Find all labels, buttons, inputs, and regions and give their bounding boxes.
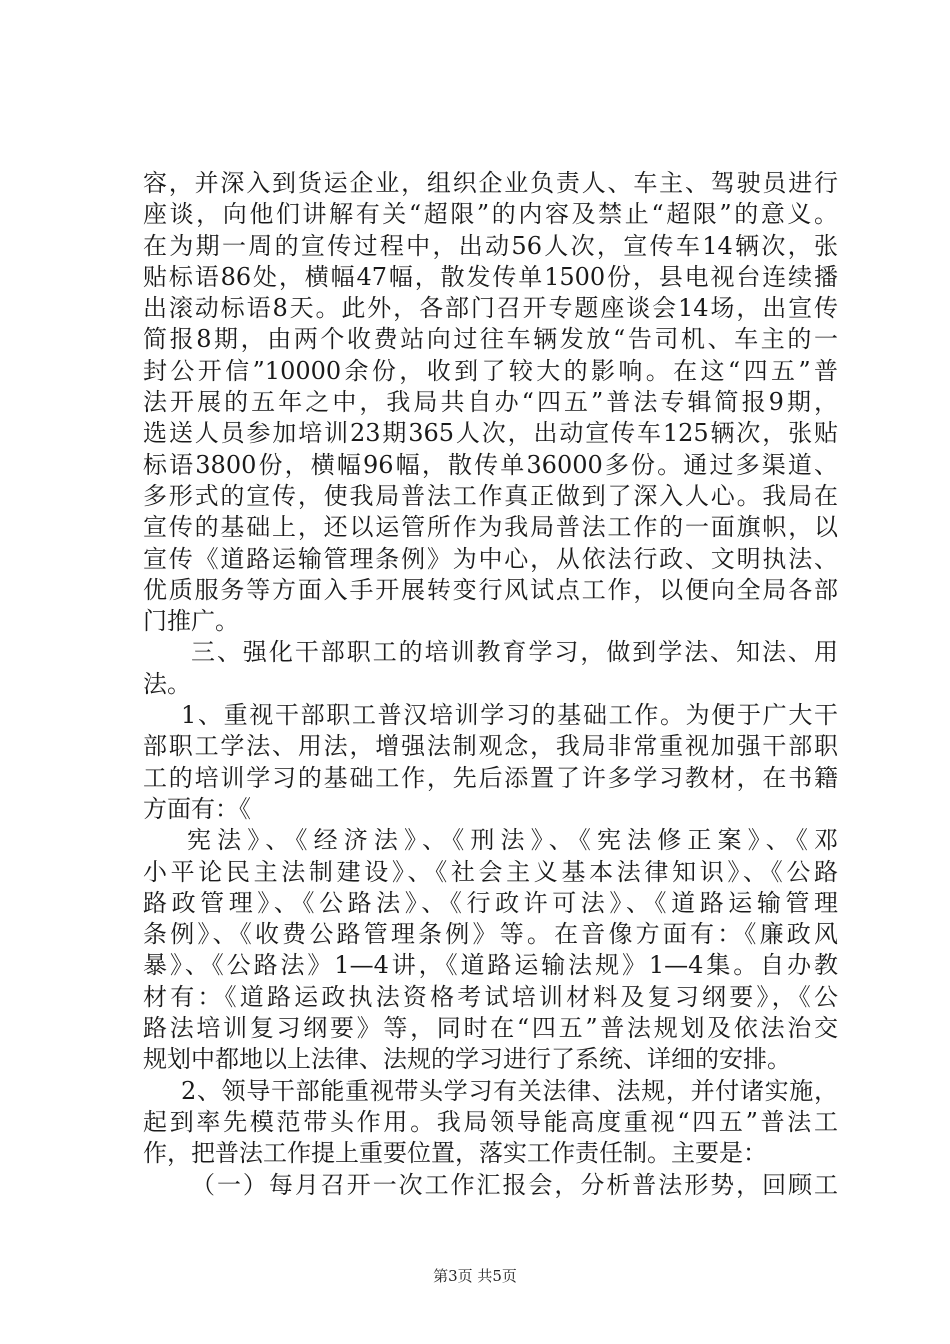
section-heading: 三、强化干部职工的培训教育学习，做到学法、知法、用 xyxy=(191,638,838,667)
section-heading-continued: 法。 xyxy=(143,669,191,698)
text-line: 条例》、《收费公路管理条例》等。在音像方面有：《廉政风 xyxy=(143,920,838,949)
text-line: 简报8期，由两个收费站向过往车辆发放“告司机、车主的一 xyxy=(143,325,838,354)
text-line: 座谈，向他们讲解有关“超限”的内容及禁止“超限”的意义。 xyxy=(143,200,838,229)
text-line: 材有：《道路运政执法资格考试培训材料及复习纲要》，《公 xyxy=(143,982,838,1011)
text-line: 起到率先模范带头作用。我局领导能高度重视“四五”普法工 xyxy=(143,1107,838,1136)
text-line: 方面有：《 xyxy=(143,794,251,823)
text-line: 工的培训学习的基础工作，先后添置了许多学习教材，在书籍 xyxy=(143,763,838,792)
text-line: 选送人员参加培训23期365人次，出动宣传车125辆次，张贴 xyxy=(143,419,838,448)
text-line: 多形式的宣传，使我局普法工作真正做到了深入人心。我局在 xyxy=(143,481,838,510)
text-line: 封公开信”10000余份，收到了较大的影响。在这“四五”普 xyxy=(143,356,838,385)
text-line: 作，把普法工作提上重要位置，落实工作责任制。主要是： xyxy=(143,1139,767,1168)
text-line: 法开展的五年之中，我局共自办“四五”普法专辑简报9期， xyxy=(143,388,838,417)
text-line: 宣传的基础上，还以运管所作为我局普法工作的一面旗帜，以 xyxy=(143,513,838,542)
text-line: 在为期一周的宣传过程中，出动56人次，宣传车14辆次，张 xyxy=(143,231,838,260)
text-line: 部职工学法、用法，增强法制观念，我局非常重视加强干部职 xyxy=(143,732,838,761)
text-line: 路法培训复习纲要》等，同时在“四五”普法规划及依法治交 xyxy=(143,1014,838,1043)
text-line: 小平论民主法制建设》、《社会主义基本法律知识》、《公路 xyxy=(143,857,838,886)
text-line: 容，并深入到货运企业，组织企业负责人、车主、驾驶员进行 xyxy=(143,169,838,197)
text-line: 路政管理》、《公路法》、《行政许可法》、《道路运输管理 xyxy=(143,888,838,917)
paragraph-start: 1、重视干部职工普汉培训学习的基础工作。为便于广大干 xyxy=(181,701,838,730)
text-line: 暴》、《公路法》1—4讲，《道路运输法规》1—4集。自办教 xyxy=(143,951,838,980)
text-line: 出滚动标语8天。此外，各部门召开专题座谈会14场，出宣传 xyxy=(143,294,838,323)
paragraph-start: 宪法》、《经济法》、《刑法》、《宪法修正案》、《邓 xyxy=(187,826,838,855)
text-line: 规划中都地以上法律、法规的学习进行了系统、详细的安排。 xyxy=(143,1045,791,1074)
text-line: 贴标语86处，横幅47幅，散发传单1500份，县电视台连续播 xyxy=(143,262,838,291)
page-number-footer: 第3页 共5页 xyxy=(433,1267,517,1285)
text-line: 优质服务等方面入手开展转变行风试点工作，以便向全局各部 xyxy=(143,575,838,604)
body-text xyxy=(143,168,838,1201)
paragraph-start: 2、领导干部能重视带头学习有关法律、法规，并付诸实施， xyxy=(181,1076,838,1105)
text-line: 宣传《道路运输管理条例》为中心，从依法行政、文明执法、 xyxy=(143,544,838,573)
text-line: 门推广。 xyxy=(143,607,239,636)
text-line: 标语3800份，横幅96幅，散传单36000多份。通过多渠道、 xyxy=(143,450,838,479)
paragraph-start: （一）每月召开一次工作汇报会，分析普法形势，回顾工 xyxy=(191,1170,838,1199)
